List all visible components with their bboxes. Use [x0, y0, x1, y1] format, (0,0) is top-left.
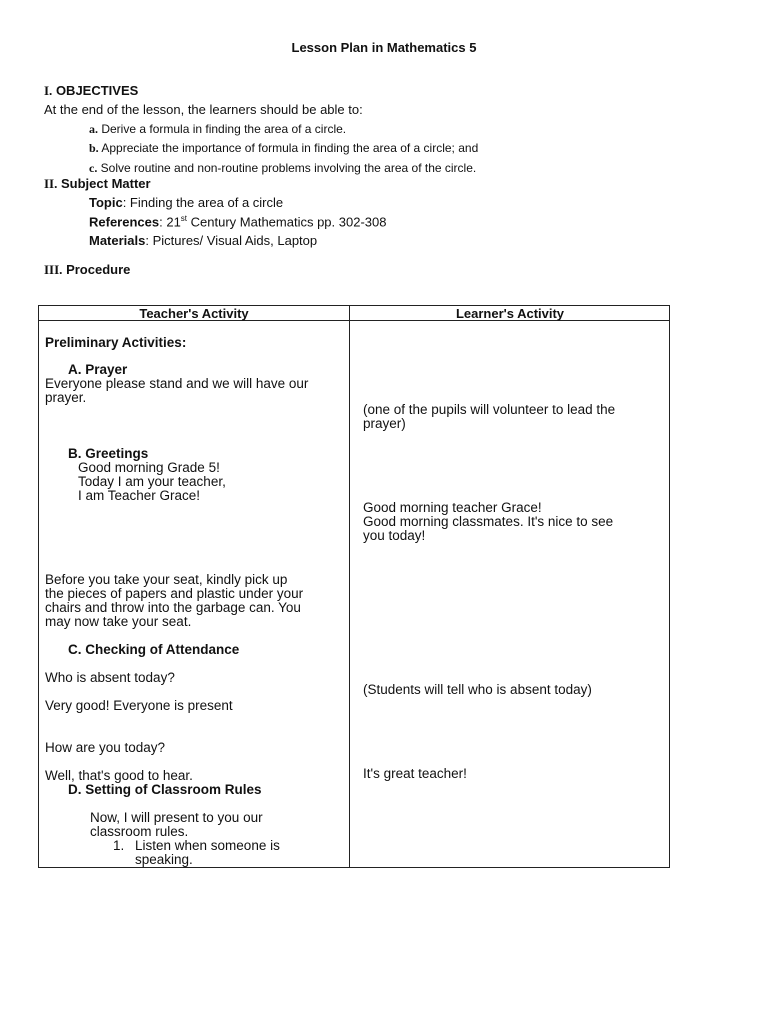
objectives-title: OBJECTIVES [55, 83, 139, 98]
teacher-activity-header: Teacher's Activity [139, 306, 249, 321]
rules-intro-line: classroom rules. [90, 824, 189, 839]
preliminary-activities-heading: Preliminary Activities: [45, 335, 187, 350]
rules-intro-line: Now, I will present to you our [90, 810, 263, 825]
how-are-you-question: How are you today? [45, 740, 166, 755]
prayer-learner-line: prayer) [363, 416, 406, 431]
page-title: Lesson Plan in Mathematics 5 [291, 40, 477, 55]
materials-line: Materials: Pictures/ Visual Aids, Laptop [89, 233, 318, 248]
attendance-question: Who is absent today? [45, 670, 175, 685]
references-line: References: 21st Century Mathematics pp. 302-308 [89, 214, 387, 230]
column-divider [349, 306, 350, 867]
prayer-teacher-line: prayer. [45, 390, 87, 405]
learner-activity-header: Learner's Activity [455, 306, 565, 321]
greetings-teacher-line: I am Teacher Grace! [78, 488, 201, 503]
prayer-teacher-line: Everyone please stand and we will have our [45, 376, 309, 391]
objective-item-c: c. Solve routine and non-routine problems involving the area of the circle. [89, 161, 477, 175]
seat-instruction-line: the pieces of papers and plastic under your [45, 586, 304, 601]
prayer-learner-line: (one of the pupils will volunteer to lead the [363, 402, 616, 417]
objectives-heading [44, 83, 138, 99]
rule-item-line: Listen when someone is [135, 838, 280, 853]
classroom-rules-heading: D. Setting of Classroom Rules [68, 782, 262, 797]
greetings-learner-line: Good morning classmates. It's nice to see [363, 514, 614, 529]
greetings-learner-line: you today! [363, 528, 426, 543]
rule-item-number: 1. [113, 838, 125, 853]
how-are-you-learner-response: It's great teacher! [363, 766, 467, 781]
greetings-teacher-line: Good morning Grade 5! [78, 460, 220, 475]
seat-instruction-line: Before you take your seat, kindly pick up [45, 572, 288, 587]
objectives-intro: At the end of the lesson, the learners should be able to: [44, 102, 363, 117]
attendance-reply: Very good! Everyone is present [45, 698, 233, 713]
attendance-learner-response: (Students will tell who is absent today) [363, 682, 592, 697]
topic-line: Topic: Finding the area of a circle [89, 195, 284, 210]
rule-item-line: speaking. [135, 852, 193, 867]
prayer-heading: A. Prayer [68, 362, 128, 377]
activity-table [38, 305, 670, 868]
greetings-heading: B. Greetings [68, 446, 149, 461]
procedure-heading: III. Procedure [44, 262, 131, 277]
subject-matter-heading: II. Subject Matter [44, 176, 151, 191]
greetings-teacher-line: Today I am your teacher, [78, 474, 226, 489]
seat-instruction-line: chairs and throw into the garbage can. You [45, 600, 301, 615]
objectives-numeral: I. [44, 83, 53, 98]
seat-instruction-line: may now take your seat. [45, 614, 192, 629]
greetings-learner-line: Good morning teacher Grace! [363, 500, 542, 515]
attendance-heading: C. Checking of Attendance [68, 642, 240, 657]
objective-item-a: a. Derive a formula in finding the area of a circle. [89, 122, 347, 136]
how-are-you-reply: Well, that's good to hear. [45, 768, 193, 783]
objective-item-b: b. Appreciate the importance of formula in finding the area of a circle; and [89, 141, 479, 155]
